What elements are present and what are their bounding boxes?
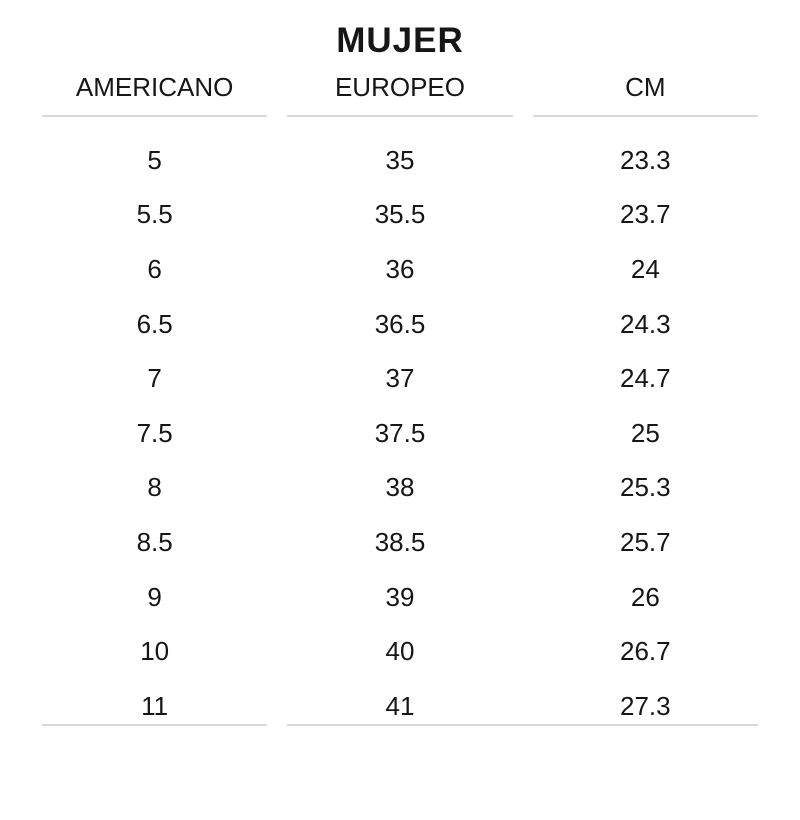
table-cell-americano: 8.5 <box>136 526 173 557</box>
column-header-americano: AMERICANO <box>42 72 267 117</box>
table-row <box>42 188 758 243</box>
table-cell-europeo: 41 <box>385 690 415 721</box>
table-cell-cm: 25 <box>630 417 660 448</box>
table-header-row <box>42 72 758 117</box>
table-cell-cm: 23.7 <box>620 199 671 230</box>
table-cell-cm: 25.7 <box>620 526 671 557</box>
table-cell-americano: 5 <box>147 144 162 175</box>
table-row <box>42 515 758 570</box>
size-chart <box>42 20 758 726</box>
table-row <box>42 461 758 516</box>
table-cell-europeo: 39 <box>385 581 415 612</box>
table-cell-europeo: 36.5 <box>374 308 426 339</box>
table-cell-cm: 24 <box>630 253 660 284</box>
table-cell-americano: 7 <box>147 363 162 394</box>
table-cell-americano: 10 <box>140 636 170 667</box>
table-cell-americano: 5.5 <box>136 199 173 230</box>
table-cell-americano: 6 <box>147 253 162 284</box>
table-row <box>42 133 758 188</box>
table-cell-europeo: 35 <box>385 144 415 175</box>
table-cell-americano: 11 <box>141 690 169 721</box>
table-cell-europeo: 37.5 <box>374 417 426 448</box>
table-cell-europeo: 36 <box>385 253 415 284</box>
table-cell-europeo: 37 <box>385 363 415 394</box>
table-row <box>42 406 758 461</box>
table-cell-cm: 26.7 <box>620 636 671 667</box>
table-cell-cm: 24.7 <box>620 363 671 394</box>
bottom-rule-col1 <box>42 724 267 726</box>
table-cell-cm: 25.3 <box>620 472 671 503</box>
table-cell-europeo: 38 <box>385 472 415 503</box>
table-row <box>42 297 758 352</box>
table-row <box>42 351 758 406</box>
table-cell-cm: 24.3 <box>620 308 671 339</box>
table-cell-cm: 26 <box>630 581 660 612</box>
table-cell-americano: 6.5 <box>136 308 173 339</box>
table-cell-europeo: 40 <box>385 636 415 667</box>
page-title: MUJER <box>336 21 464 60</box>
table-cell-americano: 9 <box>147 581 162 612</box>
column-header-europeo: EUROPEO <box>287 72 512 117</box>
table-row <box>42 570 758 625</box>
table-row <box>42 242 758 297</box>
table-bottom-rule <box>42 724 758 726</box>
table-cell-americano: 8 <box>147 472 162 503</box>
table-cell-cm: 23.3 <box>620 144 671 175</box>
table-body <box>42 133 758 734</box>
bottom-rule-col2-col3 <box>287 724 758 726</box>
column-header-cm: CM <box>533 72 758 117</box>
table-cell-europeo: 35.5 <box>374 199 426 230</box>
table-row <box>42 624 758 679</box>
table-cell-americano: 7.5 <box>136 417 173 448</box>
table-cell-europeo: 38.5 <box>374 526 426 557</box>
table-cell-cm: 27.3 <box>620 690 671 721</box>
